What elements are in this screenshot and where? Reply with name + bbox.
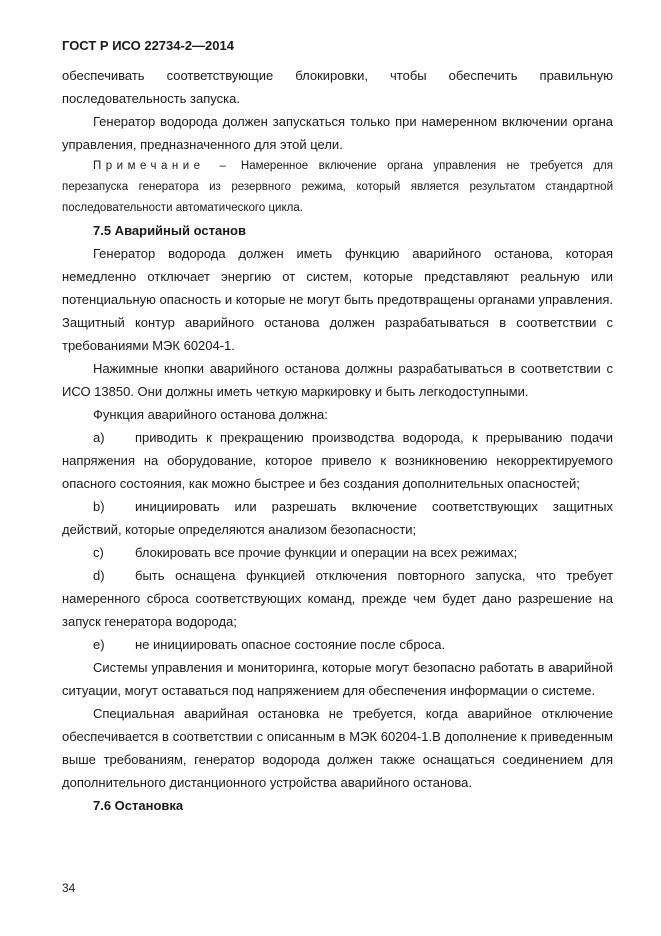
- paragraph-continuation-line: обеспечивать соответствующие блокировки, чтобы обеспечить правильную: [62, 68, 613, 83]
- document-header: ГОСТ Р ИСО 22734-2—2014: [62, 38, 234, 53]
- list-item: [62, 564, 613, 633]
- section-heading-7-5: 7.5 Аварийный останов: [93, 223, 246, 238]
- paragraph-function-must: Функция аварийного останова должна:: [93, 407, 328, 422]
- paragraph-control-systems: Системы управления и мониторинга, которые могут безопасно работать в аварийной ситуации, могут оставаться под напряжением для обеспечения информации о системе.: [62, 660, 613, 698]
- list-item-letter: а): [93, 430, 105, 445]
- list-item-letter: d): [93, 568, 105, 583]
- page-number: 34: [62, 881, 76, 895]
- list-item-text: блокировать все прочие функции и операции на всех режимах;: [135, 545, 518, 560]
- list-item: [62, 541, 613, 564]
- list-item-letter: c): [93, 545, 104, 560]
- list-item: [62, 495, 613, 541]
- list-item-letter: e): [93, 637, 105, 652]
- paragraph-startup: Генератор водорода должен запускаться только при намеренном включении органа управления, предназначенного для этой цели.: [62, 114, 613, 152]
- note-paragraph: [62, 156, 613, 219]
- list-item-text: быть оснащена функцией отключения повторного запуска, что требует намеренного сброса соответствующих команд, прежде чем будет дано разрешение на запуск генератора водорода;: [62, 568, 613, 629]
- note-label: Примечание –: [93, 160, 231, 172]
- list-item: [62, 633, 613, 656]
- paragraph-push-buttons: Нажимные кнопки аварийного останова должны разрабатываться в соответствии с ИСО 13850. Они должны иметь четкую маркировку и быть легкодоступными.: [62, 361, 613, 399]
- paragraph-continuation-end: последовательность запуска.: [62, 91, 240, 106]
- list-item-letter: b): [93, 499, 105, 514]
- paragraph-special-stop: Специальная аварийная остановка не требуется, когда аварийное отключение обеспечивается в соответствии с описанным в МЭК 60204-1.В дополнение к приведенным выше требованиям, генератор водорода должен также оснащаться соединением для дополнительного дистанционного устройства аварийного останова.: [62, 706, 613, 790]
- paragraph-emergency-function: Генератор водорода должен иметь функцию аварийного останова, которая немедленно отключает энергию от систем, которые представляют реальную или потенциальную опасность и которые не могут быть предотвращены органами управления. Защитный контур аварийного останова должен разрабатываться в соответствии с требованиями МЭК 60204-1.: [62, 246, 613, 353]
- section-heading-7-6: 7.6 Остановка: [93, 798, 184, 813]
- list-item-text: не инициировать опасное состояние после сброса.: [135, 637, 446, 652]
- list-item-text: приводить к прекращению производства водорода, к прерыванию подачи напряжения на оборудование, которое привело к возникновению некорректируемого опасного состояния, как можно быстрее и без создания дополнительных опасностей;: [62, 430, 613, 491]
- list-item-text: инициировать или разрешать включение соответствующих защитных действий, которые определяются анализом безопасности;: [62, 499, 613, 537]
- list-item: [62, 426, 613, 495]
- note-text: Намеренное включение органа управления не требуется для перезапуска генератора из резервного режима, который является результатом стандартной последовательности автоматического цикла.: [62, 160, 613, 214]
- page-content: [62, 64, 613, 817]
